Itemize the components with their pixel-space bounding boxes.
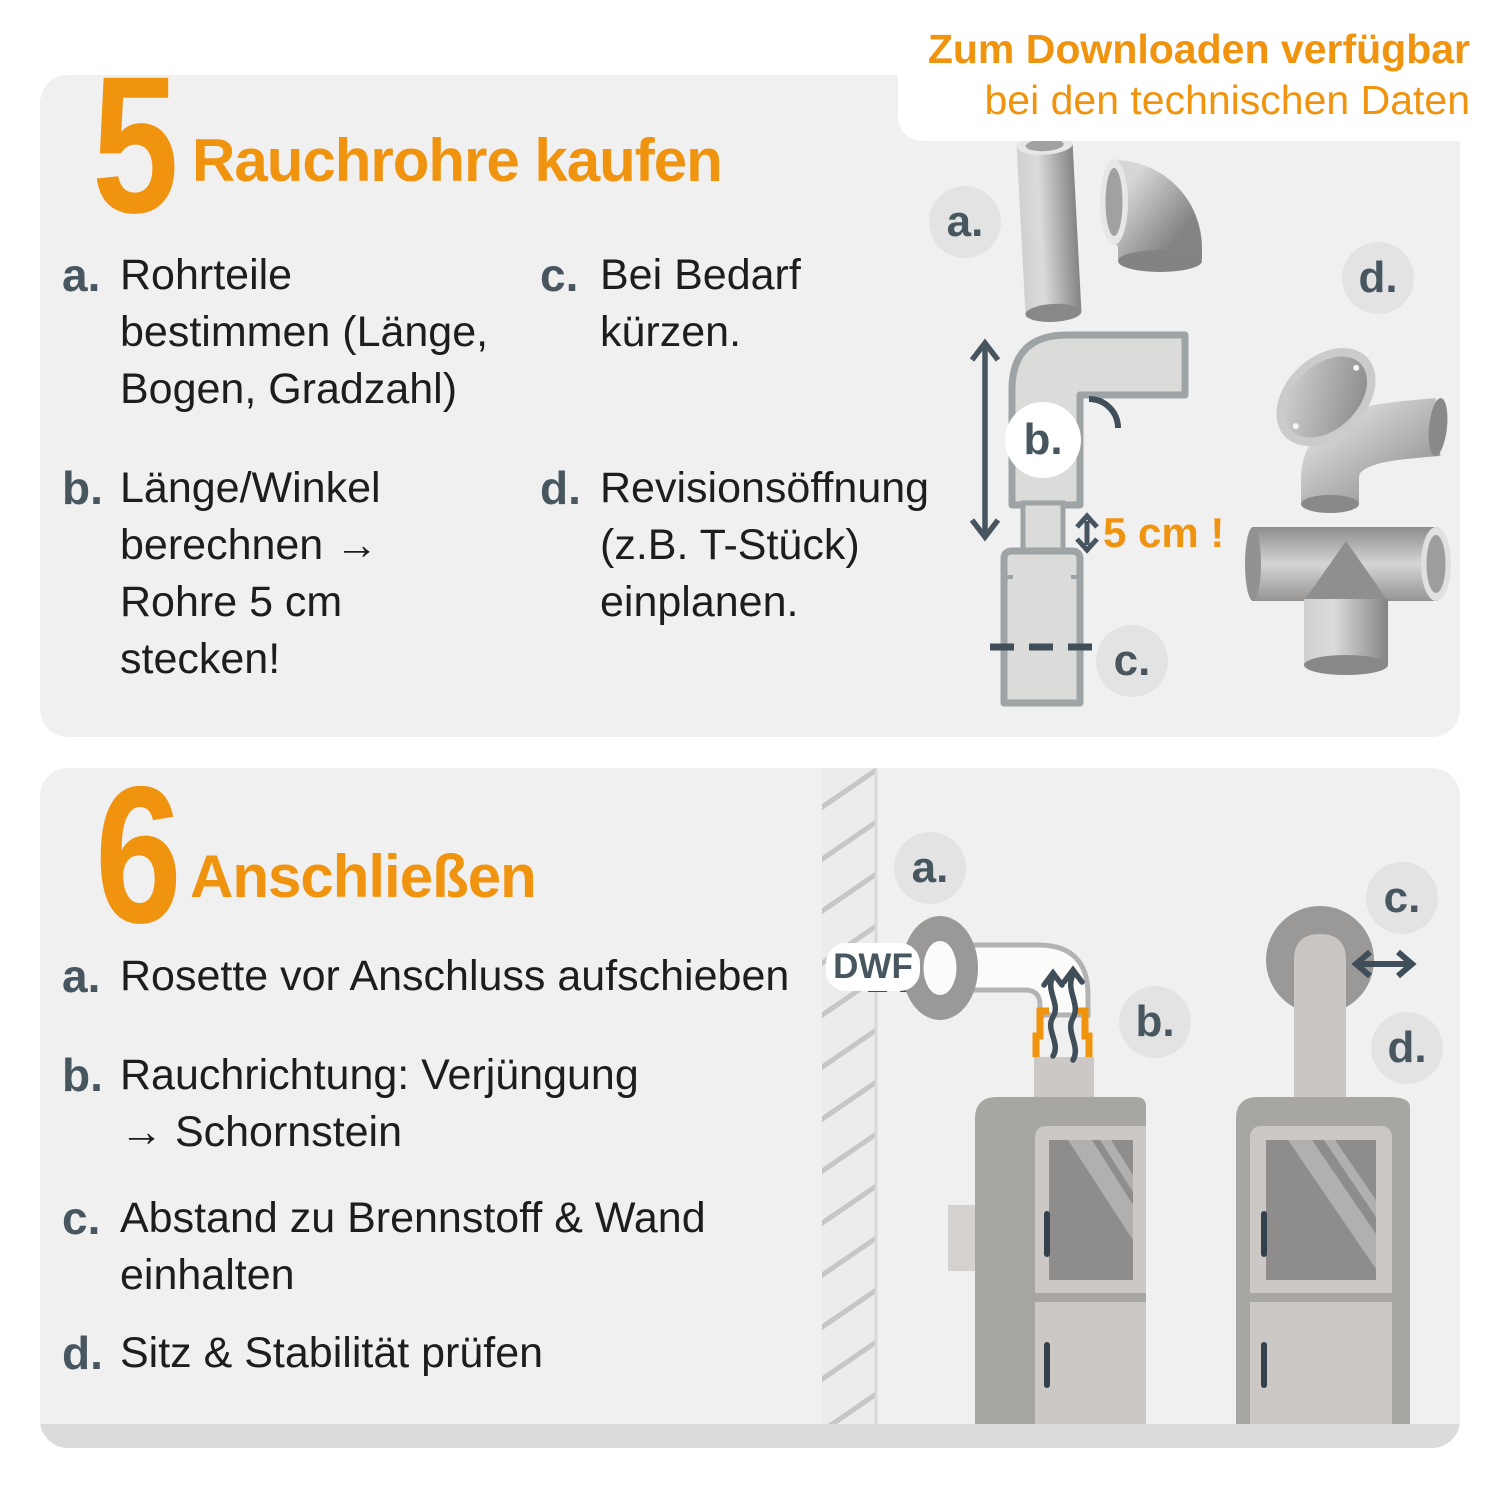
chimney-connection	[1266, 906, 1374, 1098]
length-arrow	[972, 343, 998, 537]
stove-collar	[1034, 1057, 1094, 1097]
panel-title: Rauchrohre kaufen	[192, 127, 722, 194]
item-text: Rosette vor Anschluss aufschieben	[120, 952, 790, 1000]
stove-left	[948, 1097, 1146, 1424]
diagram-badge-c: c.	[1366, 862, 1438, 934]
download-note-line2: bei den technischen Daten	[984, 77, 1470, 124]
item-text: Sitz & Stabilität prüfen	[120, 1329, 544, 1377]
t-piece-icon	[1245, 527, 1451, 675]
item-text: Abstand zu Brennstoff & Wand einhalten	[120, 1194, 706, 1299]
item-letter: c.	[540, 249, 579, 301]
diagram-badge-d: d.	[1342, 242, 1414, 314]
item-letter: d.	[62, 1327, 103, 1379]
diagram-badge-d: d.	[1371, 1012, 1443, 1084]
item-text: Länge/Winkel berechnen → Rohre 5 cm stecken!	[120, 464, 381, 683]
item-text: Rauchrichtung: Verjüngung → Schornstein	[120, 1051, 639, 1156]
item-letter: a.	[62, 950, 101, 1002]
stove-right	[1236, 1097, 1410, 1424]
download-note-line1: Zum Downloaden verfügbar	[927, 26, 1470, 72]
item-letter: b.	[62, 462, 103, 514]
floor	[40, 1424, 1460, 1448]
item-text: Rohrteile bestimmen (Länge, Bogen, Gradzahl)	[120, 251, 489, 413]
angled-elbow-icon	[1257, 329, 1450, 513]
panel-rauchrohre-kaufen	[40, 75, 1460, 737]
item-letter: a.	[62, 249, 101, 301]
item-text: Revisionsöffnung (z.B. T-Stück) einplanen.	[600, 464, 930, 626]
panel-title: Anschließen	[190, 843, 536, 910]
download-note	[898, 0, 1500, 141]
wall-sleeve-label: DWF	[826, 943, 920, 991]
dimension-label: 5 cm !	[1103, 509, 1225, 556]
item-text: Bei Bedarf kürzen.	[600, 251, 801, 356]
taper-highlight	[1036, 1011, 1089, 1057]
straight-pipe-icon	[1016, 134, 1082, 323]
item-letter: b.	[62, 1049, 103, 1101]
step-number: 6	[95, 768, 182, 964]
item-letter: c.	[62, 1192, 101, 1244]
item-letter: d.	[540, 462, 581, 514]
diagram-badge-a: a.	[894, 832, 966, 904]
step-number: 5	[92, 75, 179, 254]
diagram-badge-b: b.	[1119, 986, 1191, 1058]
distance-arrow	[1356, 952, 1412, 976]
diagram-badge-b: b.	[1005, 402, 1081, 478]
wall-hatch	[815, 768, 885, 1436]
elbow-pipe-icon	[1100, 159, 1202, 272]
diagram-badge-c: c.	[1096, 625, 1168, 697]
panel-anschliessen	[40, 768, 1460, 1448]
diagram-badge-a: a.	[929, 186, 1001, 258]
overlap-arrow	[1077, 516, 1097, 550]
